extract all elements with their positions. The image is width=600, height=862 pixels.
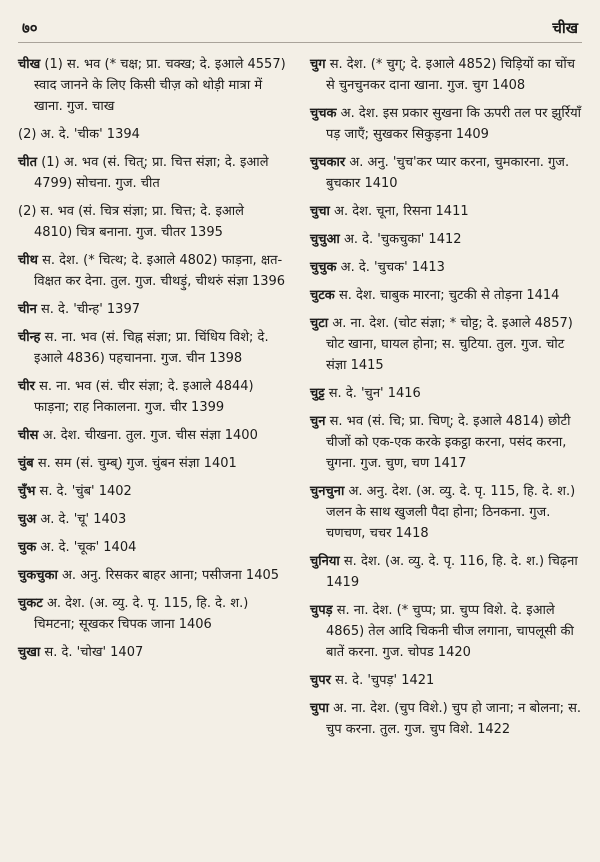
entry-headword: चीख	[18, 57, 41, 72]
entry-headword: चुचा	[310, 204, 330, 219]
entry-headword: चीर	[18, 379, 35, 394]
entry-headword: चुनिया	[310, 554, 340, 569]
header-rule	[18, 42, 582, 43]
dictionary-entry	[310, 285, 584, 306]
right-column	[310, 54, 584, 747]
entry-definition: अ. दे. 'चुकचुका' 1412	[343, 232, 462, 247]
entry-headword: चुपर	[310, 673, 331, 688]
dictionary-entry	[18, 201, 286, 243]
dictionary-entry	[18, 537, 286, 558]
entry-headword: चुपड़	[310, 603, 333, 618]
entry-headword: चुंब	[18, 456, 34, 471]
dictionary-entry	[310, 551, 584, 593]
entry-headword: चीथ	[18, 253, 38, 268]
entry-definition: अ. दे. 'चूक' 1404	[40, 540, 137, 555]
dictionary-entry	[18, 593, 286, 635]
entry-definition: स. देश. (अ. व्यु. दे. पृ. 116, हि. दे. श.) चिढ़ना 1419	[326, 554, 578, 590]
entry-definition: स. भव (सं. चि; प्रा. चिण्; दे. इआले 4814) छोटी चीजों को एक-एक करके इकट्ठा करना, पसंद करना, चुगना. गुज. चुण, चण 1417	[326, 414, 571, 471]
entry-definition: स. दे. 'चुपड़' 1421	[335, 673, 435, 688]
entry-definition: अ. अनु. देश. (अ. व्यु. दे. पृ. 115, हि. दे. श.) जलन के साथ खुजली पैदा होना; ठिनकना. गुज. चणचण, चचर 1418	[326, 484, 576, 541]
entry-headword: चुपा	[310, 701, 330, 716]
dictionary-entry	[18, 481, 286, 502]
entry-headword: चुट्ट	[310, 386, 325, 401]
dictionary-entry	[310, 152, 584, 194]
entry-definition: (1) स. भव (* चक्ष; प्रा. चक्ख; दे. इआले 4557) स्वाद जानने के लिए किसी चीज़ को थोड़ी मात्रा में खाना. गुज. चाख	[34, 57, 286, 114]
entry-definition: स. देश. चाबुक मारना; चुटकी से तोड़ना 1414	[338, 288, 560, 303]
running-head: चीख	[552, 19, 578, 37]
dictionary-entry	[18, 509, 286, 530]
entry-definition: स. दे. 'चुंब' 1402	[39, 484, 132, 499]
dictionary-entry	[310, 54, 584, 96]
entry-definition: अ. अनु. रिसकर बाहर आना; पसीजना 1405	[62, 568, 280, 583]
dictionary-entry	[310, 600, 584, 663]
dictionary-entry	[310, 257, 584, 278]
entry-definition: स. दे. 'चीन्ह' 1397	[40, 302, 140, 317]
entry-headword: चुकट	[18, 596, 43, 611]
entry-headword: चुकचुका	[18, 568, 58, 583]
entry-headword: चुन	[310, 414, 326, 429]
entry-headword: चुचुआ	[310, 232, 340, 247]
entry-headword: चुटा	[310, 316, 329, 331]
entry-headword: चुचुक	[310, 260, 337, 275]
entry-headword: चीस	[18, 428, 39, 443]
entry-headword: चुखा	[18, 645, 41, 660]
dictionary-entry	[310, 103, 584, 145]
dictionary-entry	[18, 327, 286, 369]
dictionary-entry	[310, 481, 584, 544]
dictionary-entry	[310, 698, 584, 740]
entry-definition: अ. देश. इस प्रकार सुखना कि ऊपरी तल पर झुर्रियाँ पड़ जाएँ; सुखकर सिकुड़ना 1409	[326, 106, 581, 142]
dictionary-entry	[18, 250, 286, 292]
entry-definition: (1) अ. भव (सं. चित्; प्रा. चित्त संज्ञा; दे. इआले 4799) सोचना. गुज. चीत	[34, 155, 269, 191]
page-number: ७०	[22, 19, 38, 37]
entry-definition: स. दे. 'चोख' 1407	[44, 645, 144, 660]
dictionary-entry	[18, 642, 286, 663]
dictionary-entry	[18, 124, 286, 145]
dictionary-entry	[18, 152, 286, 194]
entry-definition: स. ना. भव (सं. चिह्न संज्ञा; प्रा. चिंधिय विशे; दे. इआले 4836) पहचानना. गुज. चीन 1398	[34, 330, 269, 366]
dictionary-entry	[18, 565, 286, 586]
entry-headword: चुक	[18, 540, 37, 555]
dictionary-entry	[310, 201, 584, 222]
entry-headword: चीन्ह	[18, 330, 41, 345]
dictionary-entry	[18, 54, 286, 117]
entry-headword: चुटक	[310, 288, 335, 303]
entry-headword: चुनचुना	[310, 484, 345, 499]
entry-definition: स. देश. (* चुग्; दे. इआले 4852) चिड़ियों का चोंच से चुनचुनकर दाना खाना. गुज. चुग 1408	[326, 57, 575, 93]
left-column	[18, 54, 286, 670]
entry-headword: चुँभ	[18, 484, 36, 499]
dictionary-entry	[310, 229, 584, 250]
dictionary-entry	[310, 383, 584, 404]
entry-headword: चुचक	[310, 106, 337, 121]
entry-definition: स. देश. (* चित्थ; दे. इआले 4802) फाड़ना, क्षत-विक्षत कर देना. तुल. गुज. चीथड़ुं, चीथरुं संज्ञा 1396	[34, 253, 286, 289]
entry-definition: अ. दे. 'चुचक' 1413	[340, 260, 445, 275]
entry-headword: चुअ	[18, 512, 37, 527]
dictionary-entry	[310, 313, 584, 376]
entry-definition: अ. दे. 'चू' 1403	[40, 512, 127, 527]
entry-headword: चीन	[18, 302, 37, 317]
dictionary-entry	[18, 425, 286, 446]
entry-definition: स. दे. 'चुन' 1416	[328, 386, 421, 401]
entry-definition: अ. ना. देश. (चुप विशे.) चुप हो जाना; न बोलना; स. चुप करना. तुल. गुज. चुप विशे. 1422	[326, 701, 582, 737]
entry-definition: अ. अनु. 'चुच'कर प्यार करना, चुमकारना. गुज. बुचकार 1410	[326, 155, 570, 191]
dictionary-entry	[18, 376, 286, 418]
dictionary-entry	[18, 299, 286, 320]
entry-definition: (2) अ. दे. 'चीक' 1394	[18, 127, 140, 142]
entry-definition: अ. ना. देश. (चोट संज्ञा; * चोट्ट; दे. इआले 4857) चोट खाना, घायल होना; स. चुटिया. तुल. गुज. चोट संज्ञा 1415	[326, 316, 573, 373]
entry-definition: स. सम (सं. चुम्ब्) गुज. चुंबन संज्ञा 1401	[37, 456, 237, 471]
dictionary-entry	[310, 411, 584, 474]
entry-definition: अ. देश. चूना, रिसना 1411	[334, 204, 469, 219]
entry-definition: स. ना. भव (सं. चीर संज्ञा; दे. इआले 4844) फाड़ना; राह निकालना. गुज. चीर 1399	[34, 379, 254, 415]
entry-definition: स. ना. देश. (* चुप्प; प्रा. चुप्प विशे. दे. इआले 4865) तेल आदि चिकनी चीज लगाना, चापलूसी की बातें करना. गुज. चोपड 1420	[326, 603, 574, 660]
entry-headword: चुग	[310, 57, 326, 72]
entry-headword: चुचकार	[310, 155, 346, 170]
entry-definition: अ. देश. (अ. व्यु. दे. पृ. 115, हि. दे. श.) चिमटना; सूखकर चिपक जाना 1406	[34, 596, 249, 632]
dictionary-entry	[310, 670, 584, 691]
dictionary-entry	[18, 453, 286, 474]
entry-headword: चीत	[18, 155, 38, 170]
entry-definition: अ. देश. चीखना. तुल. गुज. चीस संज्ञा 1400	[42, 428, 258, 443]
entry-definition: (2) स. भव (सं. चित्र संज्ञा; प्रा. चित्त; दे. इआले 4810) चित्र बनाना. गुज. चीतर 1395	[18, 204, 244, 240]
